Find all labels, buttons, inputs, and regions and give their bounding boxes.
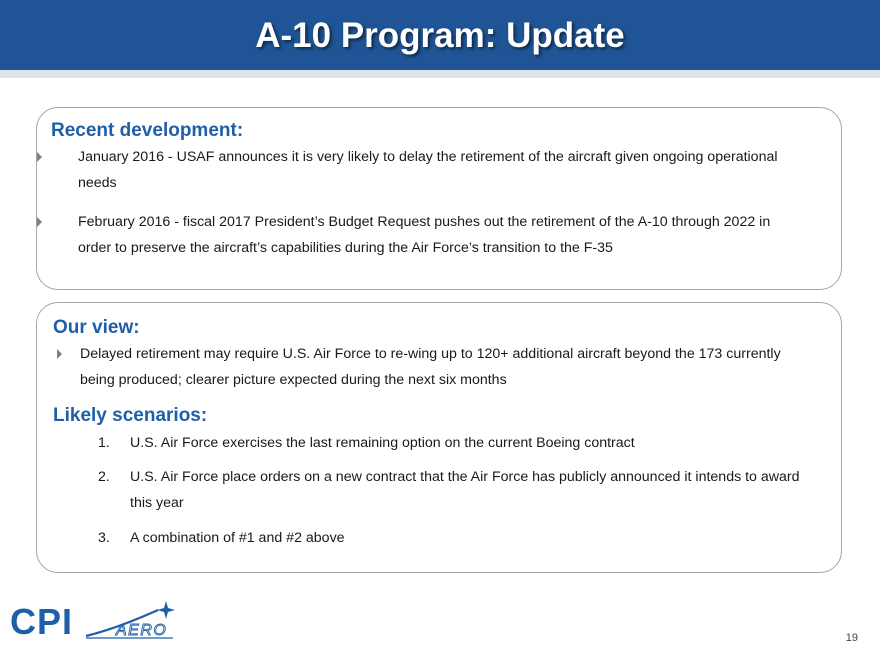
scenario-1-line1: U.S. Air Force exercises the last remaining option on the current Boeing contract [130,435,635,451]
our-view-heading: Our view: [53,317,140,338]
bullet-arrow-icon [37,217,42,227]
scenario-2-number: 2. [98,469,110,485]
header-band [0,70,880,78]
cpi-aero-logo-graphic [8,598,188,648]
cpi-aero-logo [8,598,188,648]
view-bullet-1-line1: Delayed retirement may require U.S. Air Force to re-wing up to 120+ additional aircraft beyond the 173 currently [80,346,781,362]
scenario-1 [130,430,635,456]
star-icon [157,601,175,619]
view-bullet-1 [80,341,781,393]
page-number: 19 [845,632,858,644]
bullet-arrow-icon [37,152,42,162]
bullet-arrow-icon [57,349,62,359]
scenario-3-number: 3. [98,530,110,546]
likely-scenarios-heading: Likely scenarios: [53,405,208,426]
scenario-2-line2: this year [130,495,184,511]
recent-development-panel [36,107,842,290]
recent-bullet-1-line1: January 2016 - USAF announces it is very likely to delay the retirement of the aircraft given ongoing operational [78,149,778,165]
scenario-2-line1: U.S. Air Force place orders on a new contract that the Air Force has publicly announced it intends to award [130,469,800,485]
logo-aero-text: AERO [116,622,168,639]
scenario-3-line1: A combination of #1 and #2 above [130,530,345,546]
slide-title: A-10 Program: Update [255,16,625,55]
our-view-panel [36,302,842,573]
recent-bullet-1-line2: needs [78,175,117,191]
scenario-3 [130,525,345,551]
scenario-2 [130,464,800,516]
recent-bullet-2-line2: order to preserve the aircraft’s capabilities during the Air Force’s transition to the F-35 [78,240,613,256]
recent-bullet-1 [78,144,778,196]
view-bullet-1-line2: being produced; clearer picture expected during the next six months [80,372,507,388]
logo-cpi-text: CPI [10,601,74,642]
recent-bullet-2 [78,209,770,261]
scenario-1-number: 1. [98,435,110,451]
recent-bullet-2-line1: February 2016 - fiscal 2017 President’s Budget Request pushes out the retirement of the A-10 through 2022 in [78,214,771,230]
recent-heading: Recent development: [51,120,244,141]
